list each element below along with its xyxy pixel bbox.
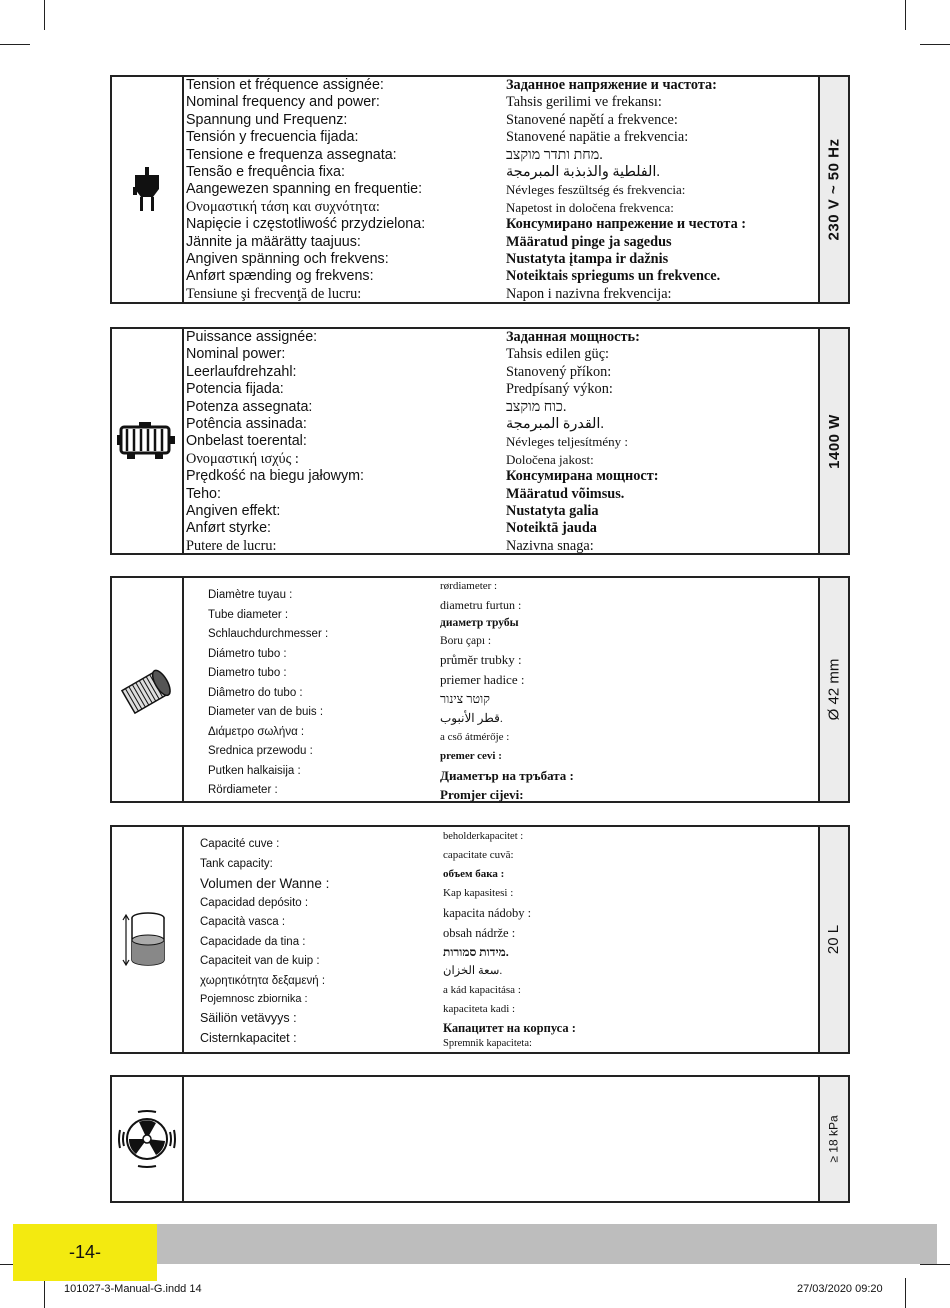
label-left: Srednica przewodu :	[208, 745, 313, 757]
label-right: Заданная мощность:	[506, 329, 640, 345]
value-cell	[818, 1077, 848, 1201]
label-left: Nominal power:	[186, 346, 286, 363]
label-left: Jännite ja määrätty taajuus:	[186, 233, 361, 250]
label-right: Noteiktā jauda	[506, 520, 597, 537]
label-right: קוטר צינור	[440, 691, 490, 706]
spec-row-tank-capacity	[110, 825, 850, 1054]
label-left: Angiven spänning och frekvens:	[186, 250, 389, 267]
label-left: Potencia fijada:	[186, 381, 284, 398]
label-left: χωρητικότητα δεξαμενή :	[200, 974, 326, 987]
label-right: Névleges teljesítmény :	[506, 434, 629, 450]
labels-right	[506, 329, 816, 555]
label-right: průměr trubky :	[440, 651, 522, 667]
label-right: rørdiameter :	[440, 580, 498, 592]
crop-mark	[920, 44, 950, 45]
label-left: Tensiune şi frecvenţă de lucru:	[186, 285, 362, 302]
label-left: Ονομαστική τάση και συχνότητα:	[186, 198, 380, 215]
crop-mark	[920, 1264, 950, 1265]
spec-row-power	[110, 327, 850, 555]
label-right: Заданное напряжение и частота:	[506, 77, 717, 93]
label-right: Predpísaný výkon:	[506, 381, 613, 398]
motor-icon	[117, 421, 177, 461]
label-right: Määratud võimsus.	[506, 485, 625, 502]
page-number-box	[13, 1224, 157, 1281]
label-right: الفلطية والذبذبة المبرمجة.	[506, 163, 660, 180]
spec-value: Ø 42 mm	[825, 658, 843, 721]
spec-row-suction	[110, 1075, 850, 1203]
label-left: Potência assinada:	[186, 415, 307, 432]
label-left: Säiliön vetävyys :	[200, 1011, 297, 1025]
value-cell	[818, 329, 848, 553]
label-left: Tube diameter :	[208, 608, 289, 621]
label-right: diametru furtun :	[440, 597, 522, 612]
label-right: Spremnik kapaciteta:	[443, 1038, 532, 1049]
label-left: Nominal frequency and power:	[186, 94, 380, 111]
labels-right	[440, 578, 700, 804]
crop-mark	[44, 0, 45, 30]
label-left: Tensione e frequenza assegnata:	[186, 146, 397, 163]
label-right: Nustatyta galia	[506, 502, 599, 519]
label-left: Napięcie i częstotliwość przydzielona:	[186, 216, 426, 233]
value-cell	[818, 77, 848, 302]
crop-mark	[0, 44, 30, 45]
label-left: Diameter van de buis :	[208, 706, 324, 718]
spec-row-hose-diameter	[110, 576, 850, 803]
label-right: القدرة المبرمجة.	[506, 415, 604, 432]
power-plug-icon	[129, 167, 165, 213]
value-cell	[818, 827, 848, 1052]
crop-mark	[905, 0, 906, 30]
icon-cell	[112, 827, 184, 1052]
label-left: Prędkość na biegu jałowym:	[186, 468, 365, 485]
label-left: Cisternkapacitet :	[200, 1031, 297, 1045]
label-right: Stanovený příkon:	[506, 363, 612, 380]
spec-value: 230 V ~ 50 Hz	[825, 138, 843, 241]
label-left: Rördiameter :	[208, 784, 278, 796]
label-left: Diâmetro do tubo :	[208, 686, 303, 699]
label-left: Putken halkaisija :	[208, 764, 301, 777]
label-left: Capaciteit van de kuip :	[200, 955, 320, 967]
label-left: Tensión y frecuencia fijada:	[186, 129, 359, 146]
label-left: Aangewezen spanning en frequentie:	[186, 181, 423, 198]
page-number: -14-	[68, 1242, 101, 1262]
label-left: Onbelast toerental:	[186, 433, 307, 450]
label-right: kapacita nádoby :	[443, 906, 532, 920]
label-right: a kád kapacitása :	[443, 984, 521, 996]
label-right: Консумирано напрежение и честота :	[506, 216, 747, 233]
icon-cell	[112, 329, 184, 553]
spec-value: ≥ 18 kPa	[827, 1115, 841, 1163]
icon-cell	[112, 77, 184, 302]
label-right: מידות סמורות.	[443, 945, 509, 959]
label-right: قطر الأنبوب.	[440, 710, 503, 725]
file-slug: 101027-3-Manual-G.indd 14	[64, 1283, 202, 1295]
hose-icon	[115, 658, 179, 722]
label-left: Angiven effekt:	[186, 502, 281, 519]
label-right: Noteiktais spriegums un frekvence.	[506, 268, 721, 285]
date-slug: 27/03/2020 09:20	[797, 1283, 883, 1295]
label-right: Stanovené napětí a frekvence:	[506, 111, 678, 128]
label-right: obsah nádrže :	[443, 926, 516, 940]
label-left: Putere de lucru:	[186, 537, 277, 554]
spec-row-voltage	[110, 75, 850, 304]
labels-left	[186, 329, 486, 555]
label-right: capacitate cuvă:	[443, 849, 514, 861]
labels-right	[443, 827, 703, 1051]
label-right: Kap kapasitesi :	[443, 887, 514, 899]
icon-cell	[112, 578, 184, 801]
footer-bar	[157, 1224, 937, 1264]
label-right: Диаметър на тръбата :	[440, 767, 574, 783]
label-right: объем бака :	[443, 868, 505, 880]
labels-right	[506, 77, 816, 303]
value-cell	[818, 578, 848, 801]
label-left: Tank capacity:	[200, 857, 273, 870]
label-right: Napon i nazivna frekvencija:	[506, 285, 672, 302]
label-left: Anført spænding og frekvens:	[186, 268, 374, 285]
crop-mark	[44, 1278, 45, 1308]
label-right: سعة الخزان.	[443, 965, 503, 977]
label-right: Boru çapı :	[440, 634, 492, 647]
label-right: מחת ותדר מוקצב.	[506, 146, 603, 163]
crop-mark	[905, 1278, 906, 1308]
label-left: Schlauchdurchmesser :	[208, 628, 329, 640]
label-right: Névleges feszültség és frekvencia:	[506, 182, 686, 198]
label-right: диаметр трубы	[440, 616, 519, 629]
label-left: Tensão e frequência fixa:	[186, 163, 345, 180]
spec-value: 20 L	[825, 924, 843, 955]
label-left: Spannung und Frequenz:	[186, 111, 348, 128]
labels-left	[200, 835, 440, 1048]
label-left: Capacidad depósito :	[200, 896, 309, 909]
label-left: Diamètre tuyau :	[208, 589, 293, 601]
label-right: premer cevi :	[440, 749, 502, 762]
label-right: Tahsis edilen güç:	[506, 346, 610, 363]
label-right: kapaciteta kadi :	[443, 1003, 516, 1015]
label-left: Diámetro tubo :	[208, 647, 287, 660]
label-left: Anført styrke:	[186, 520, 271, 537]
label-right: Določena jakost:	[506, 451, 594, 467]
labels-left	[208, 586, 438, 801]
label-right: Nustatyta įtampa ir dažnis	[506, 250, 669, 267]
label-left: Potenza assegnata:	[186, 398, 313, 415]
label-left: Capacità vasca :	[200, 916, 286, 928]
label-left: Διάμετρο σωλήνα :	[208, 725, 305, 738]
label-right: Stanovené napätie a frekvencia:	[506, 129, 689, 146]
label-right: Määratud pinge ja sagedus	[506, 233, 672, 250]
label-left: Leerlaufdrehzahl:	[186, 363, 297, 380]
label-right: beholderkapacitet :	[443, 831, 524, 842]
label-left: Capacidade da tina :	[200, 935, 306, 948]
label-right: Nazivna snaga:	[506, 537, 594, 554]
label-left: Puissance assignée:	[186, 329, 318, 345]
spec-value: 1400 W	[825, 413, 843, 469]
label-left: Diametro tubo :	[208, 667, 287, 679]
label-left: Capacité cuve :	[200, 838, 280, 850]
tank-icon	[122, 910, 172, 970]
label-left: Pojemnosc zbiornika :	[200, 993, 308, 1005]
fan-icon	[116, 1108, 178, 1170]
label-right: Promjer cijevi:	[440, 786, 524, 802]
labels-left	[186, 77, 486, 303]
label-right: a cső átmérője :	[440, 730, 510, 743]
label-left: Volumen der Wanne :	[200, 876, 330, 891]
label-right: Napetost in določena frekvenca:	[506, 199, 674, 215]
label-left: Ονομαστική ισχύς :	[186, 450, 299, 467]
label-right: priemer hadice :	[440, 671, 525, 687]
label-right: כוח מוקצב.	[506, 398, 567, 415]
label-right: Капацитет на корпуса :	[443, 1021, 576, 1035]
label-left: Tension et fréquence assignée:	[186, 77, 384, 93]
label-right: Tahsis gerilimi ve frekansı:	[506, 94, 662, 111]
icon-cell	[112, 1077, 184, 1201]
label-right: Консумирана мощност:	[506, 468, 659, 485]
label-left: Teho:	[186, 485, 221, 502]
